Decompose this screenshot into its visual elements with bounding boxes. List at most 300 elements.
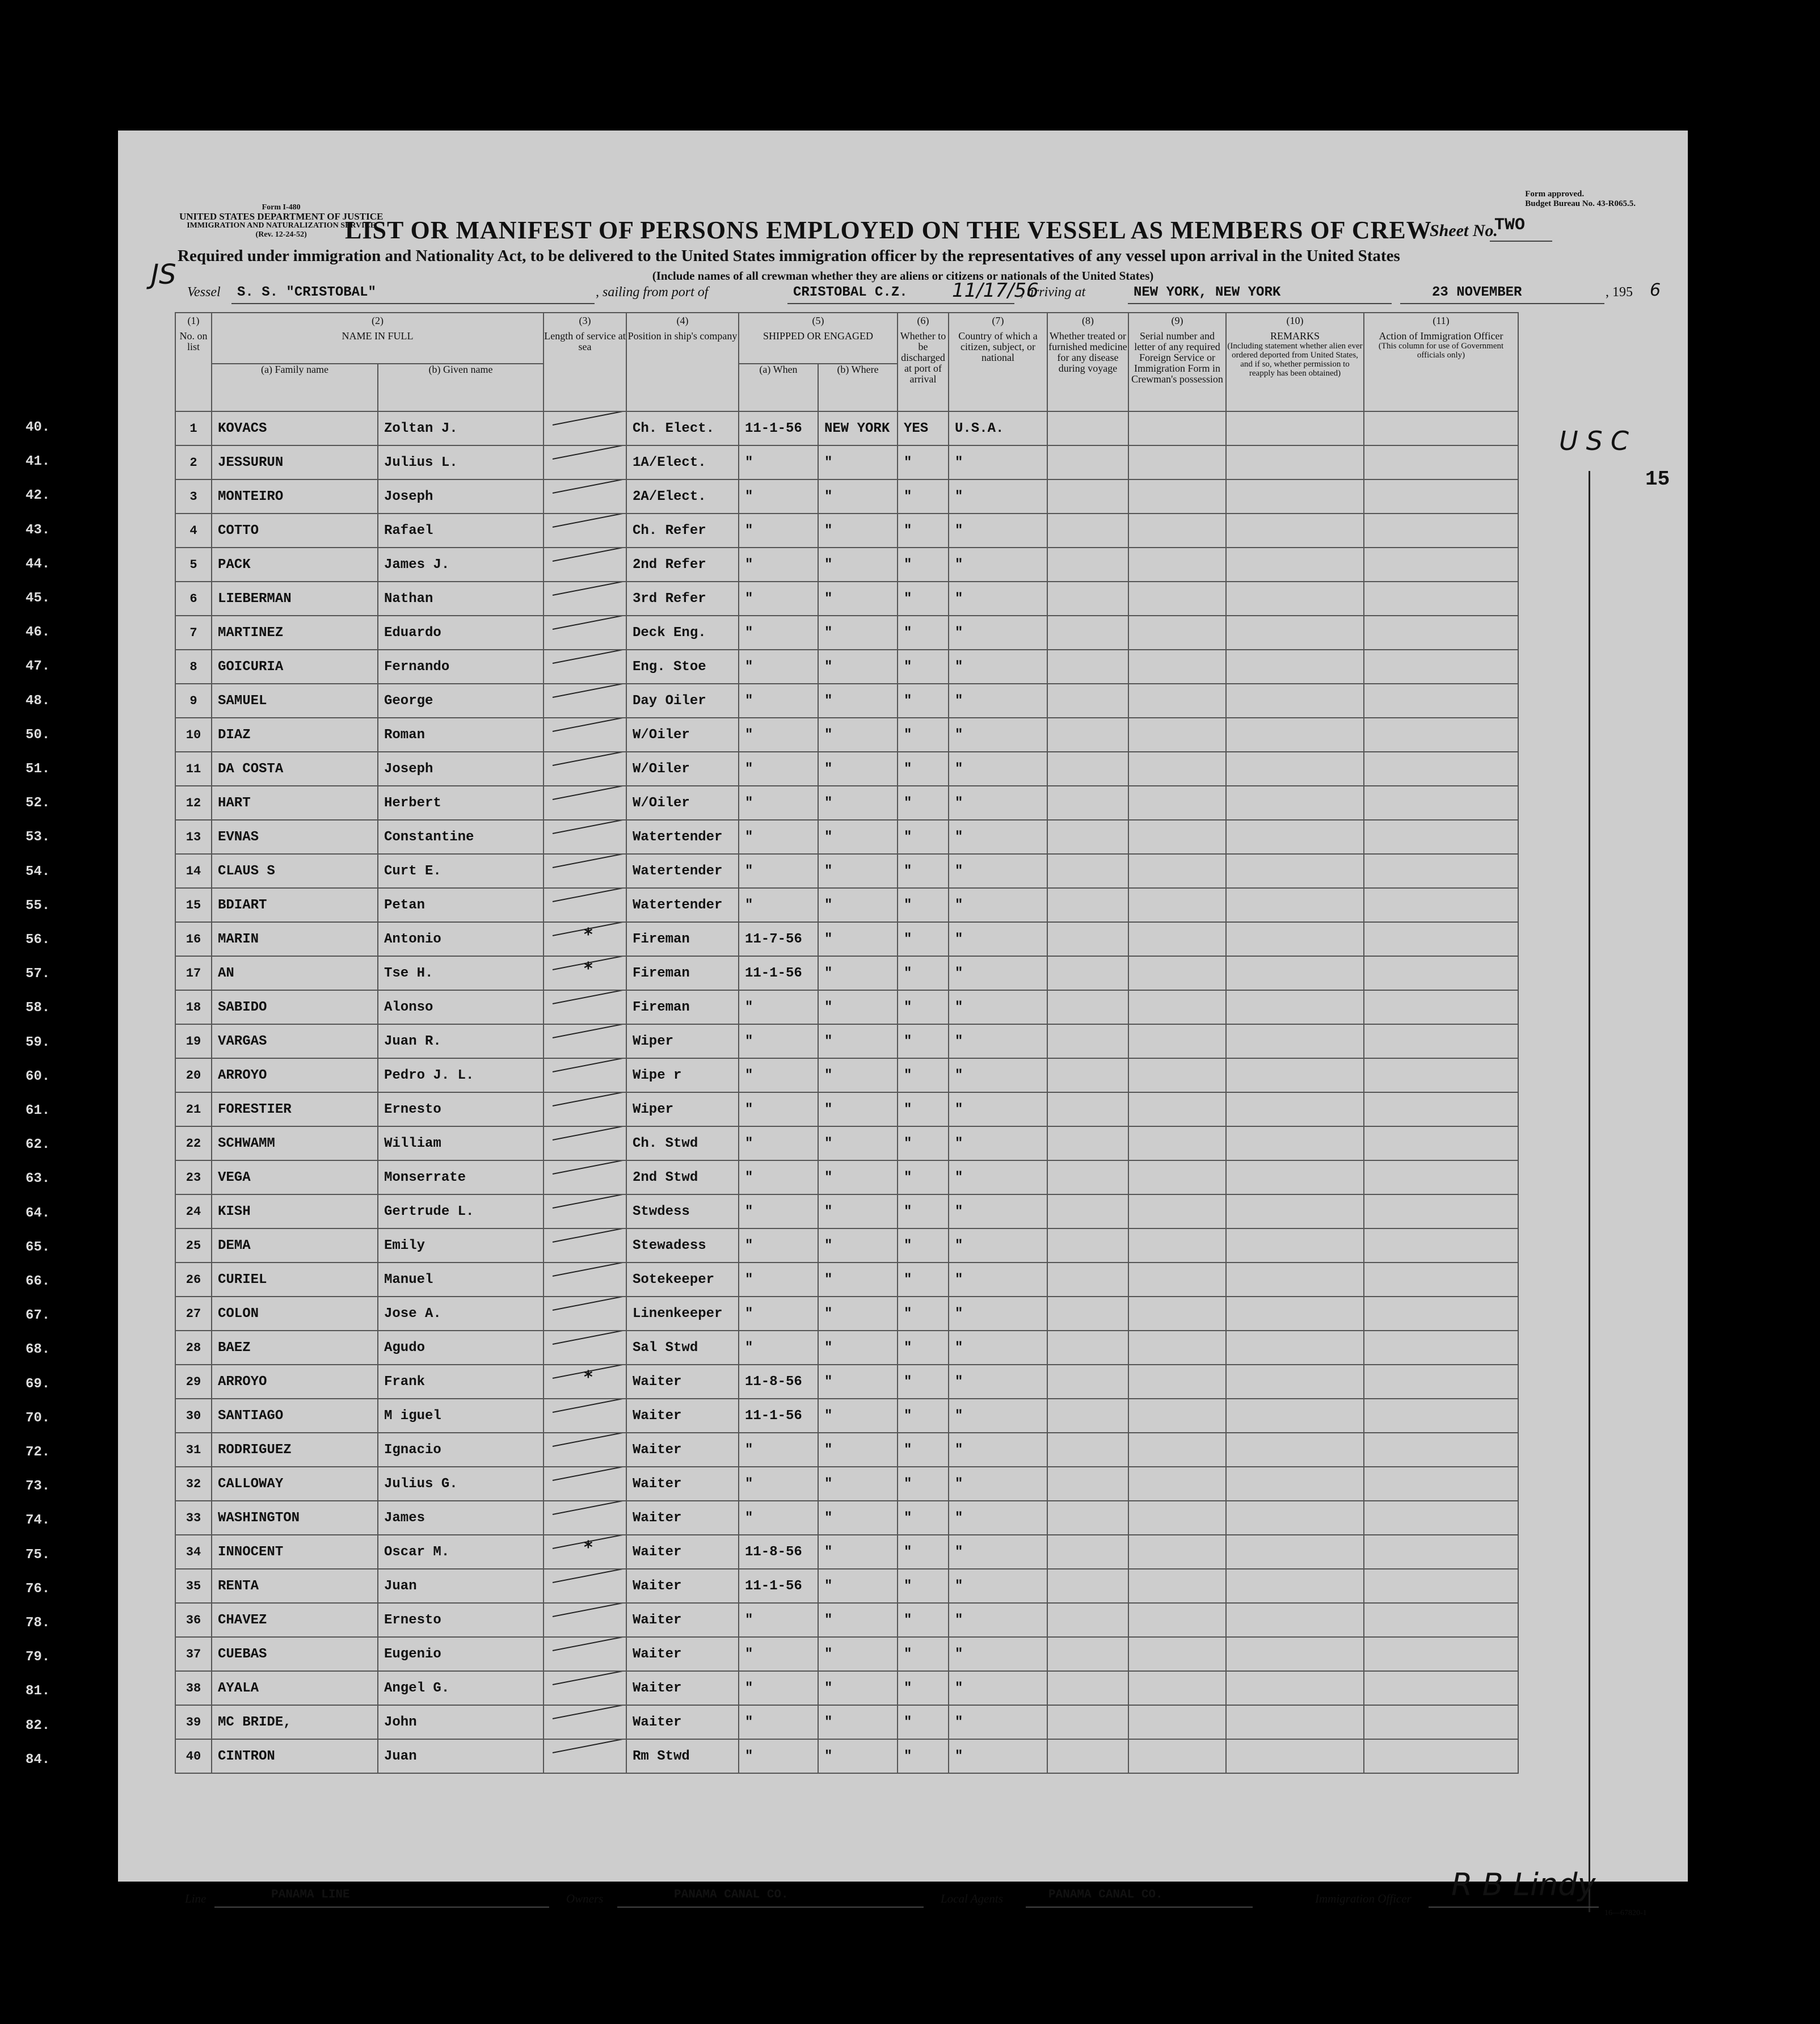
remarks-cell [1226, 718, 1364, 752]
shipped-where-cell: " [818, 582, 898, 616]
discharged-cell: " [898, 1297, 949, 1331]
remarks-cell [1226, 1705, 1364, 1739]
discharged-cell: " [898, 1501, 949, 1535]
manifest-sheet [118, 131, 1688, 1917]
service-name: IMMIGRATION AND NATURALIZATION SERVICE [187, 221, 376, 230]
remarks-cell [1226, 1535, 1364, 1569]
margin-line-number: 69. [26, 1376, 50, 1392]
service-length-cell [544, 1467, 626, 1501]
service-length-cell [544, 1637, 626, 1671]
list-number-cell: 13 [175, 820, 212, 854]
position-cell: Wipe r [626, 1058, 739, 1092]
margin-line-number: 43. [26, 522, 50, 538]
remarks-cell [1226, 1569, 1364, 1603]
service-length-cell [544, 684, 626, 718]
medicine-cell [1047, 718, 1128, 752]
remarks-cell [1226, 1297, 1364, 1331]
shipped-when-cell: " [739, 1671, 818, 1705]
service-length-cell [544, 1569, 626, 1603]
remarks-cell [1226, 1126, 1364, 1160]
given-name-cell: Ernesto [378, 1092, 544, 1126]
service-check-mark [553, 1228, 624, 1243]
country-cell: " [949, 1263, 1047, 1297]
remarks-cell [1226, 1467, 1364, 1501]
shipped-where-cell: " [818, 1297, 898, 1331]
family-name-cell: CINTRON [212, 1739, 378, 1773]
shipped-where-cell: " [818, 888, 898, 922]
discharged-cell: " [898, 820, 949, 854]
margin-line-number: 60. [26, 1068, 50, 1084]
arrival-port: NEW YORK, NEW YORK [1134, 285, 1281, 300]
serial-number-cell [1128, 1467, 1226, 1501]
family-name-cell: CALLOWAY [212, 1467, 378, 1501]
margin-line-number: 48. [26, 693, 50, 709]
officer-action-cell [1364, 684, 1518, 718]
margin-line-number: 64. [26, 1205, 50, 1221]
margin-line-number: 67. [26, 1308, 50, 1324]
crew-row [175, 922, 1518, 956]
officer-action-cell [1364, 1501, 1518, 1535]
shipped-when-cell: " [739, 820, 818, 854]
crew-row [175, 479, 1518, 514]
crew-row [175, 854, 1518, 888]
col-where-header: (b) Where [818, 364, 898, 411]
remarks-cell [1226, 888, 1364, 922]
remarks-cell [1226, 752, 1364, 786]
serial-number-cell [1128, 445, 1226, 479]
given-name-cell: Pedro J. L. [378, 1058, 544, 1092]
serial-number-cell [1128, 820, 1226, 854]
shipped-where-cell: " [818, 718, 898, 752]
shipped-where-cell: " [818, 1024, 898, 1058]
discharged-cell: " [898, 956, 949, 990]
country-cell: " [949, 1024, 1047, 1058]
crew-row [175, 990, 1518, 1024]
col-position-header: (4) Position in ship's company [626, 313, 739, 411]
officer-action-cell [1364, 752, 1518, 786]
crew-row [175, 718, 1518, 752]
serial-number-cell [1128, 1331, 1226, 1365]
medicine-cell [1047, 1705, 1128, 1739]
given-name-cell: Angel G. [378, 1671, 544, 1705]
discharged-cell: " [898, 752, 949, 786]
discharged-cell: " [898, 888, 949, 922]
position-cell: Linenkeeper [626, 1297, 739, 1331]
list-number-cell: 22 [175, 1126, 212, 1160]
margin-line-number: 78. [26, 1615, 50, 1631]
list-number-cell: 1 [175, 411, 212, 445]
col-when-header: (a) When [739, 364, 818, 411]
crew-row [175, 582, 1518, 616]
given-name-cell: Fernando [378, 650, 544, 684]
crew-row [175, 1399, 1518, 1433]
serial-number-cell [1128, 1739, 1226, 1773]
medicine-cell [1047, 1433, 1128, 1467]
country-cell: " [949, 1603, 1047, 1637]
medicine-cell [1047, 445, 1128, 479]
given-name-cell: Curt E. [378, 854, 544, 888]
margin-line-number: 79. [26, 1650, 50, 1665]
serial-number-cell [1128, 1399, 1226, 1433]
shipped-when-cell: " [739, 514, 818, 548]
service-check-mark [553, 1331, 624, 1345]
margin-line-number: 63. [26, 1171, 50, 1187]
medicine-cell [1047, 956, 1128, 990]
service-length-cell [544, 445, 626, 479]
medicine-cell [1047, 479, 1128, 514]
medicine-cell [1047, 1535, 1128, 1569]
service-check-mark [553, 752, 624, 766]
service-check-mark [553, 1433, 624, 1447]
medicine-cell [1047, 1263, 1128, 1297]
remarks-cell [1226, 1058, 1364, 1092]
position-cell: Ch. Stwd [626, 1126, 739, 1160]
shipped-when-cell: " [739, 479, 818, 514]
service-length-cell [544, 718, 626, 752]
crew-row [175, 650, 1518, 684]
officer-action-cell [1364, 1058, 1518, 1092]
crew-row [175, 1092, 1518, 1126]
shipped-when-cell: " [739, 1228, 818, 1263]
crew-row [175, 1263, 1518, 1297]
shipped-when-cell: " [739, 1160, 818, 1194]
position-cell: Waiter [626, 1433, 739, 1467]
margin-line-number: 45. [26, 591, 50, 606]
shipped-when-cell: " [739, 1501, 818, 1535]
service-check-mark [553, 650, 624, 664]
crew-row [175, 786, 1518, 820]
given-name-cell: Juan R. [378, 1024, 544, 1058]
given-name-cell: Nathan [378, 582, 544, 616]
family-name-cell: MARTINEZ [212, 616, 378, 650]
country-cell: " [949, 548, 1047, 582]
margin-line-number: 59. [26, 1034, 50, 1050]
service-check-mark [553, 514, 624, 528]
list-number-cell: 23 [175, 1160, 212, 1194]
shipped-when-cell: " [739, 888, 818, 922]
discharged-cell: " [898, 1399, 949, 1433]
country-cell: " [949, 1569, 1047, 1603]
serial-number-cell [1128, 514, 1226, 548]
remarks-cell [1226, 1263, 1364, 1297]
position-cell: Sotekeeper [626, 1263, 739, 1297]
service-length-cell [544, 854, 626, 888]
col-remarks-header: (10) REMARKS (Including statement whether alien ever ordered deported from United States, and if so, whether permission to reapply has been obtained) [1226, 313, 1364, 411]
given-name-cell: George [378, 684, 544, 718]
crew-row [175, 752, 1518, 786]
country-cell: " [949, 1399, 1047, 1433]
officer-action-cell [1364, 411, 1518, 445]
country-cell: " [949, 1535, 1047, 1569]
shipped-where-cell: " [818, 616, 898, 650]
position-cell: 1A/Elect. [626, 445, 739, 479]
list-number-cell: 35 [175, 1569, 212, 1603]
service-length-cell [544, 1092, 626, 1126]
remarks-cell [1226, 479, 1364, 514]
serial-number-cell [1128, 548, 1226, 582]
family-name-cell: DA COSTA [212, 752, 378, 786]
officer-action-cell [1364, 820, 1518, 854]
medicine-cell [1047, 752, 1128, 786]
col-length-header: (3) Length of service at sea [544, 313, 626, 411]
remarks-cell [1226, 514, 1364, 548]
position-cell: Waiter [626, 1501, 739, 1535]
discharged-cell: " [898, 786, 949, 820]
country-cell: " [949, 616, 1047, 650]
list-number-cell: 10 [175, 718, 212, 752]
family-name-cell: BDIART [212, 888, 378, 922]
given-name-cell: Juan [378, 1569, 544, 1603]
margin-line-number: 58. [26, 1000, 50, 1016]
line-name: PANAMA LINE [271, 1888, 350, 1901]
margin-line-number: 57. [26, 966, 50, 982]
shipped-where-cell: " [818, 1194, 898, 1228]
shipped-where-cell: " [818, 1705, 898, 1739]
given-name-cell: Ignacio [378, 1433, 544, 1467]
service-check-mark [553, 1569, 624, 1583]
service-check-mark [553, 548, 624, 562]
country-cell: " [949, 1228, 1047, 1263]
given-name-cell: Tse H. [378, 956, 544, 990]
shipped-when-cell: " [739, 990, 818, 1024]
shipped-where-cell: " [818, 1399, 898, 1433]
country-cell: " [949, 1194, 1047, 1228]
col-medicine-header: (8) Whether treated or furnished medicine for any disease during voyage [1047, 313, 1128, 411]
crew-table [175, 312, 1519, 1774]
country-cell: " [949, 820, 1047, 854]
service-check-mark [553, 479, 624, 494]
medicine-cell [1047, 1331, 1128, 1365]
shipped-where-cell: " [818, 1058, 898, 1092]
shipped-when-cell: " [739, 548, 818, 582]
discharged-cell: " [898, 1467, 949, 1501]
list-number-cell: 38 [175, 1671, 212, 1705]
officer-signature: R B Lindy [1451, 1867, 1596, 1903]
serial-number-cell [1128, 1433, 1226, 1467]
crew-row [175, 1297, 1518, 1331]
service-length-cell [544, 1603, 626, 1637]
remarks-cell [1226, 616, 1364, 650]
serial-number-cell [1128, 1365, 1226, 1399]
crew-row [175, 445, 1518, 479]
list-number-cell: 19 [175, 1024, 212, 1058]
shipped-when-cell: 11-7-56 [739, 922, 818, 956]
service-length-cell [544, 1228, 626, 1263]
service-length-cell [544, 1331, 626, 1365]
officer-label: Immigration Officer [1315, 1892, 1412, 1905]
position-cell: Watertender [626, 888, 739, 922]
list-number-cell: 26 [175, 1263, 212, 1297]
list-number-cell: 37 [175, 1637, 212, 1671]
agents-name: PANAMA CANAL CO. [1048, 1888, 1163, 1901]
remarks-cell [1226, 445, 1364, 479]
margin-line-number: 65. [26, 1239, 50, 1255]
service-check-mark [553, 990, 624, 1004]
shipped-when-cell: " [739, 1467, 818, 1501]
medicine-cell [1047, 1092, 1128, 1126]
officer-action-cell [1364, 1637, 1518, 1671]
service-check-mark [553, 445, 624, 460]
country-cell: " [949, 650, 1047, 684]
family-name-cell: JESSURUN [212, 445, 378, 479]
discharged-cell: " [898, 582, 949, 616]
country-cell: " [949, 1058, 1047, 1092]
margin-line-number: 70. [26, 1410, 50, 1426]
service-length-cell [544, 479, 626, 514]
remarks-cell [1226, 1160, 1364, 1194]
position-cell: Wiper [626, 1092, 739, 1126]
shipped-when-cell: " [739, 718, 818, 752]
serial-number-cell [1128, 1126, 1226, 1160]
medicine-cell [1047, 1671, 1128, 1705]
medicine-cell [1047, 1194, 1128, 1228]
service-length-cell [544, 1297, 626, 1331]
shipped-when-cell: " [739, 854, 818, 888]
family-name-cell: WASHINGTON [212, 1501, 378, 1535]
shipped-where-cell: " [818, 684, 898, 718]
crew-row [175, 888, 1518, 922]
serial-number-cell [1128, 1501, 1226, 1535]
shipped-when-cell: " [739, 1058, 818, 1092]
service-check-mark [553, 1637, 624, 1651]
service-asterisk: * [584, 1538, 593, 1558]
crew-row [175, 1194, 1518, 1228]
service-check-mark [553, 718, 624, 732]
crew-row [175, 1637, 1518, 1671]
document-title: LIST OR MANIFEST OF PERSONS EMPLOYED ON THE VESSEL AS MEMBERS OF CREW [345, 216, 1432, 244]
col-discharged-header: (6) Whether to be discharged at port of arrival [898, 313, 949, 411]
discharged-cell: " [898, 1637, 949, 1671]
shipped-where-cell: " [818, 1263, 898, 1297]
shipped-where-cell: NEW YORK [818, 411, 898, 445]
officer-action-cell [1364, 650, 1518, 684]
service-check-mark [553, 1501, 624, 1515]
serial-number-cell [1128, 1160, 1226, 1194]
shipped-where-cell: " [818, 479, 898, 514]
given-name-cell: Petan [378, 888, 544, 922]
list-number-cell: 29 [175, 1365, 212, 1399]
service-length-cell [544, 1535, 626, 1569]
service-check-mark [553, 1160, 624, 1175]
given-name-cell: Agudo [378, 1331, 544, 1365]
margin-line-number: 75. [26, 1547, 50, 1563]
remarks-cell [1226, 1399, 1364, 1433]
margin-line-number: 82. [26, 1718, 50, 1733]
country-cell: " [949, 684, 1047, 718]
shipped-where-cell: " [818, 650, 898, 684]
family-name-cell: VEGA [212, 1160, 378, 1194]
list-number-cell: 28 [175, 1331, 212, 1365]
position-cell: Ch. Refer [626, 514, 739, 548]
shipped-where-cell: " [818, 752, 898, 786]
shipped-where-cell: " [818, 1331, 898, 1365]
serial-number-cell [1128, 888, 1226, 922]
position-cell: Wiper [626, 1024, 739, 1058]
officer-action-cell [1364, 1126, 1518, 1160]
medicine-cell [1047, 922, 1128, 956]
country-cell: " [949, 445, 1047, 479]
service-length-cell [544, 990, 626, 1024]
service-asterisk: * [584, 925, 593, 945]
shipped-when-cell: " [739, 1194, 818, 1228]
list-number-cell: 11 [175, 752, 212, 786]
col-no-header: (1) No. on list [175, 313, 212, 411]
officer-action-cell [1364, 616, 1518, 650]
line-label: Line [185, 1892, 207, 1905]
crew-row [175, 1058, 1518, 1092]
service-length-cell [544, 548, 626, 582]
margin-line-number: 44. [26, 556, 50, 572]
shipped-where-cell: " [818, 514, 898, 548]
discharged-cell: " [898, 1671, 949, 1705]
shipped-where-cell: " [818, 1365, 898, 1399]
shipped-where-cell: " [818, 445, 898, 479]
given-name-cell: Monserrate [378, 1160, 544, 1194]
position-cell: Deck Eng. [626, 616, 739, 650]
family-name-cell: CUEBAS [212, 1637, 378, 1671]
crew-row [175, 1365, 1518, 1399]
form-revision: (Rev. 12-24-52) [255, 230, 307, 239]
country-cell: " [949, 1705, 1047, 1739]
sheet-number: TWO [1494, 216, 1526, 235]
officer-action-cell [1364, 1569, 1518, 1603]
officer-action-cell [1364, 1331, 1518, 1365]
remarks-cell [1226, 1194, 1364, 1228]
position-cell: Watertender [626, 854, 739, 888]
medicine-cell [1047, 786, 1128, 820]
discharged-cell: YES [898, 411, 949, 445]
position-cell: Ch. Elect. [626, 411, 739, 445]
position-cell: Watertender [626, 820, 739, 854]
discharged-cell: " [898, 1228, 949, 1263]
position-cell: W/Oiler [626, 752, 739, 786]
service-length-cell [544, 1126, 626, 1160]
remarks-cell [1226, 1331, 1364, 1365]
officer-action-cell [1364, 1603, 1518, 1637]
serial-number-cell [1128, 1263, 1226, 1297]
officer-action-cell [1364, 1705, 1518, 1739]
medicine-cell [1047, 888, 1128, 922]
position-cell: 2nd Refer [626, 548, 739, 582]
service-check-mark [553, 1739, 624, 1753]
given-name-cell: M iguel [378, 1399, 544, 1433]
serial-number-cell [1128, 1297, 1226, 1331]
given-name-cell: William [378, 1126, 544, 1160]
list-number-cell: 31 [175, 1433, 212, 1467]
list-number-cell: 8 [175, 650, 212, 684]
shipped-where-cell: " [818, 990, 898, 1024]
family-name-cell: SCHWAMM [212, 1126, 378, 1160]
medicine-cell [1047, 1739, 1128, 1773]
margin-line-number: 53. [26, 830, 50, 845]
family-name-cell: KOVACS [212, 411, 378, 445]
shipped-when-cell: 11-1-56 [739, 956, 818, 990]
serial-number-cell [1128, 990, 1226, 1024]
medicine-cell [1047, 1501, 1128, 1535]
serial-number-cell [1128, 922, 1226, 956]
service-check-mark [553, 888, 624, 902]
annotation-count: 15 [1645, 468, 1670, 491]
family-name-cell: MARIN [212, 922, 378, 956]
country-cell: " [949, 514, 1047, 548]
discharged-cell: " [898, 922, 949, 956]
service-length-cell [544, 1263, 626, 1297]
family-name-cell: DIAZ [212, 718, 378, 752]
country-cell: " [949, 1297, 1047, 1331]
list-number-cell: 18 [175, 990, 212, 1024]
discharged-cell: " [898, 1058, 949, 1092]
officer-action-cell [1364, 445, 1518, 479]
